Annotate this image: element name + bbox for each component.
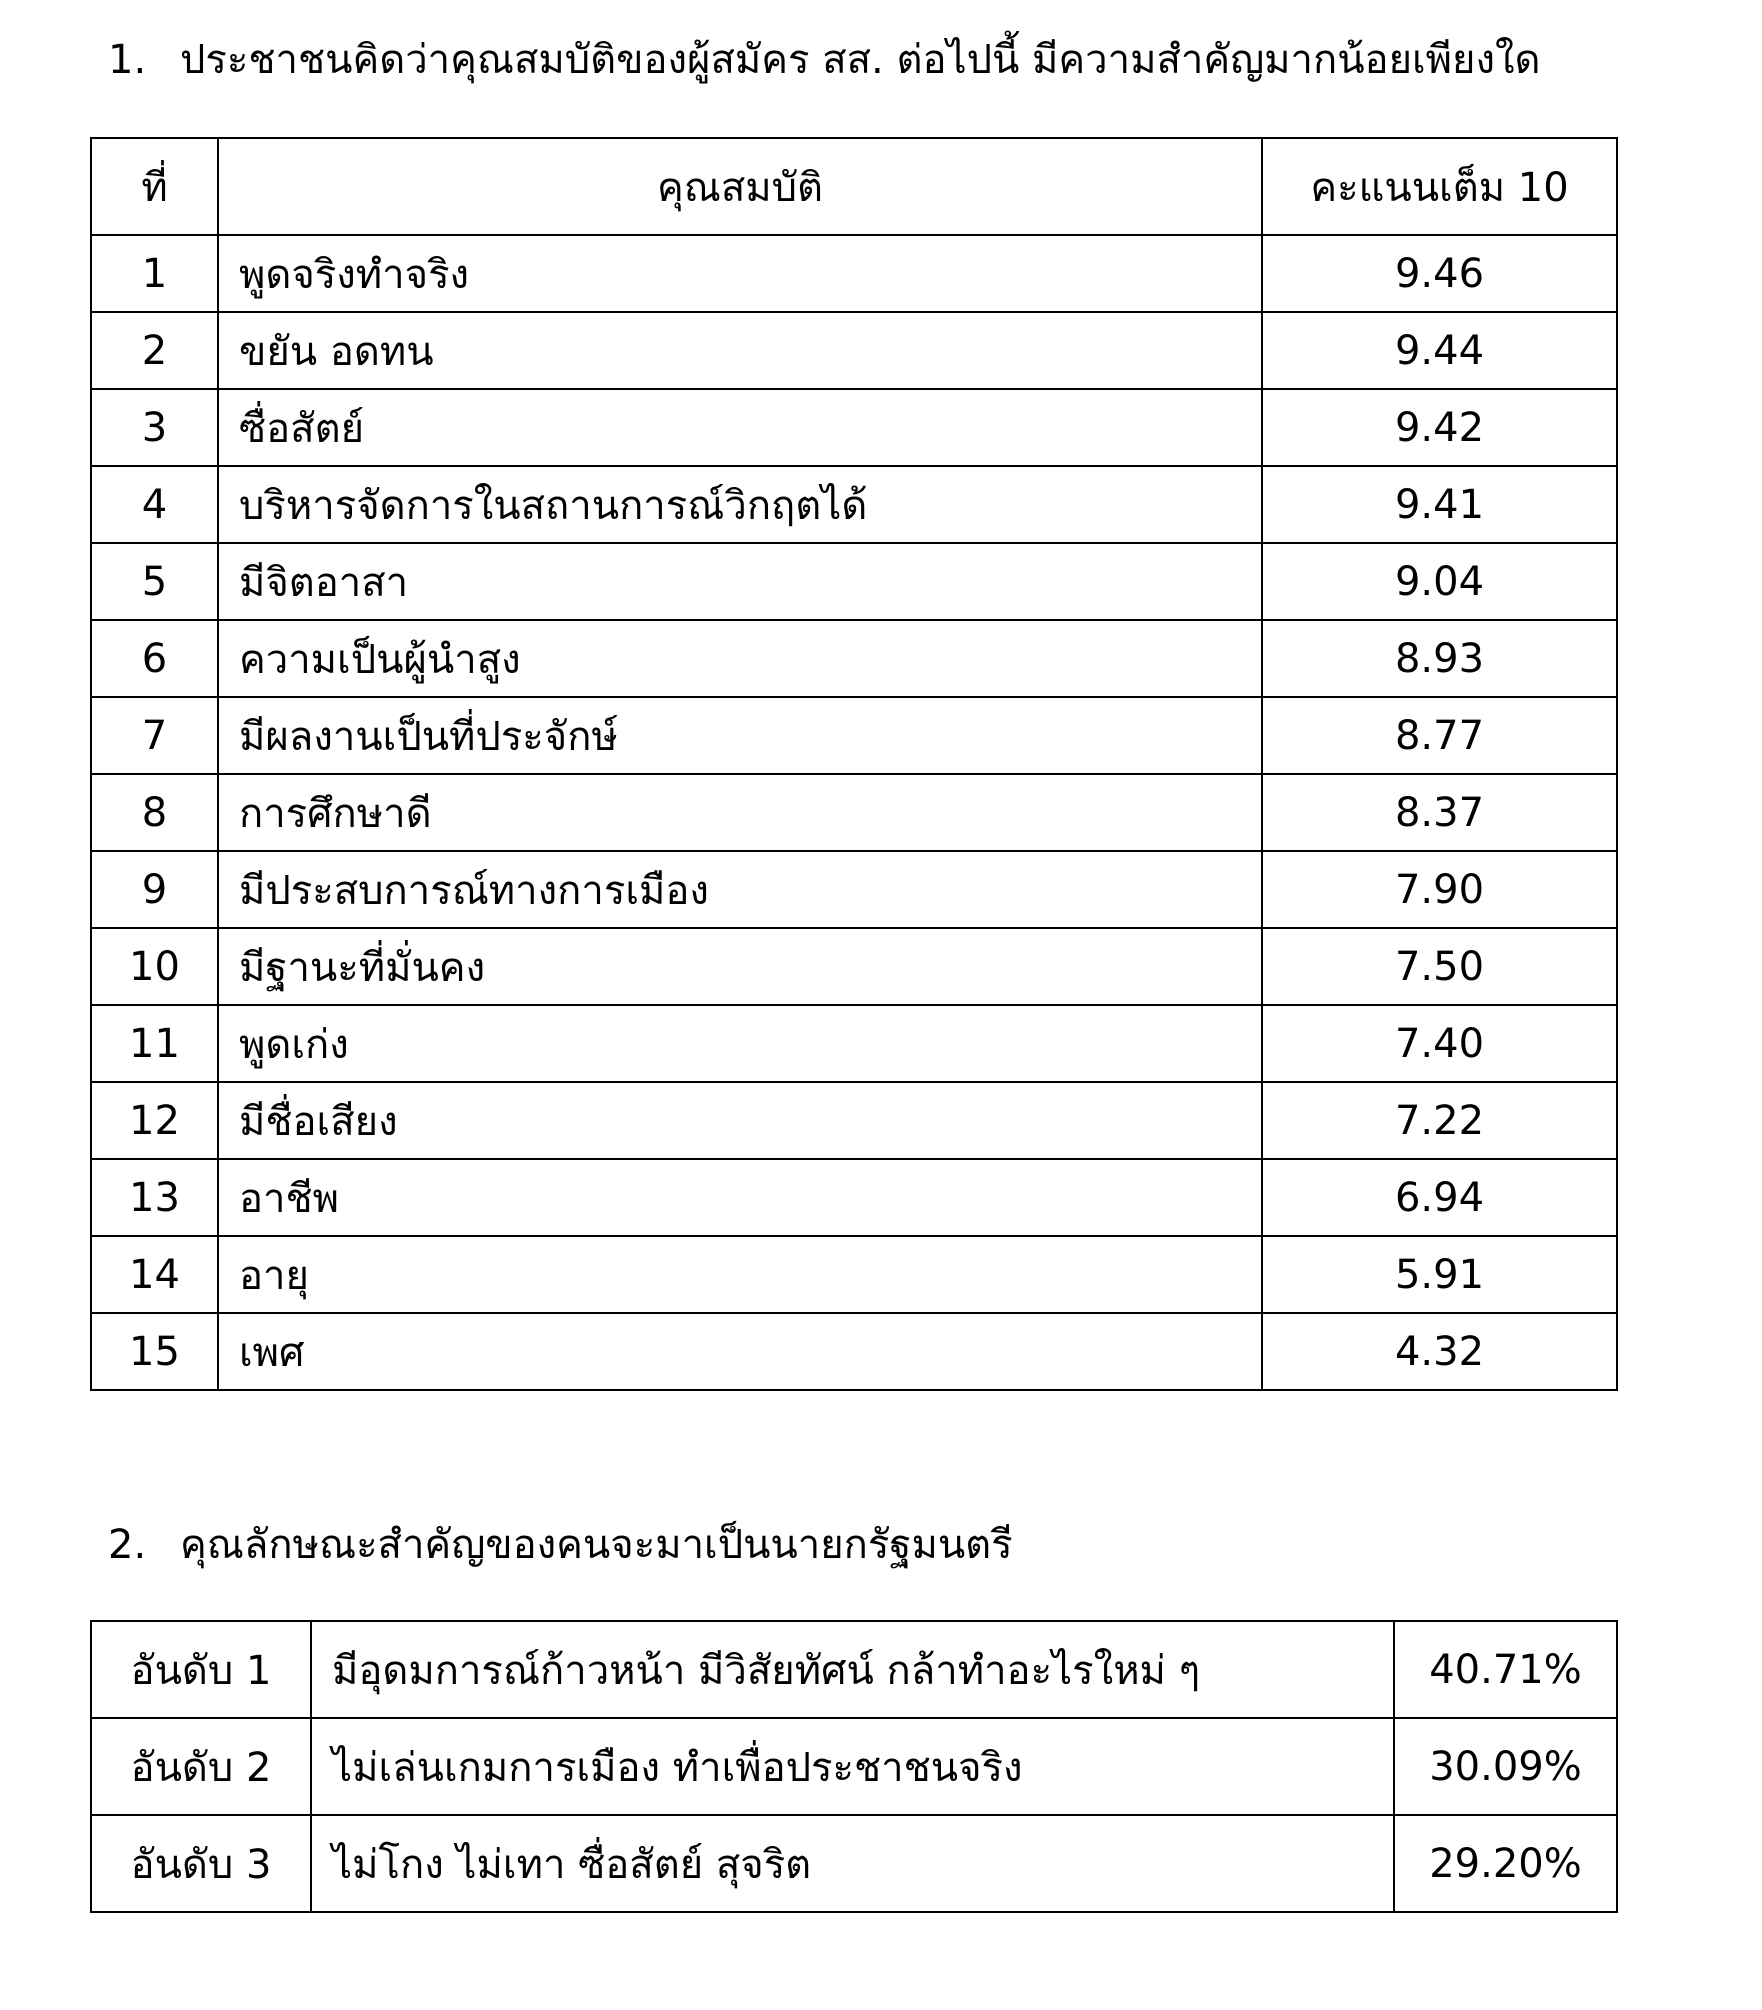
table-row	[91, 774, 1617, 851]
quality-score: 6.94	[1262, 1159, 1617, 1236]
trait-percent: 29.20%	[1394, 1815, 1617, 1912]
table-row	[91, 466, 1617, 543]
quality-score: 7.50	[1262, 928, 1617, 1005]
trait-percent: 40.71%	[1394, 1621, 1617, 1718]
table-row	[91, 620, 1617, 697]
table-row	[91, 1236, 1617, 1313]
quality-name: พูดเก่ง	[218, 1005, 1262, 1082]
quality-name: มีจิตอาสา	[218, 543, 1262, 620]
quality-score: 9.41	[1262, 466, 1617, 543]
section-2-title: คุณลักษณะสำคัญของคนจะมาเป็นนายกรัฐมนตรี	[180, 1522, 1013, 1568]
section-2-number: 2.	[108, 1522, 147, 1568]
qualifications-table	[90, 137, 1618, 1391]
quality-score: 7.90	[1262, 851, 1617, 928]
quality-name: ซื่อสัตย์	[218, 389, 1262, 466]
quality-score: 5.91	[1262, 1236, 1617, 1313]
quality-score: 4.32	[1262, 1313, 1617, 1390]
header-no: ที่	[91, 138, 218, 235]
header-score: คะแนนเต็ม 10	[1262, 138, 1617, 235]
row-number: 6	[91, 620, 218, 697]
section-1-title: ประชาชนคิดว่าคุณสมบัติของผู้สมัคร สส. ต่อไปนี้ มีความสำคัญมากน้อยเพียงใด	[180, 37, 1541, 83]
quality-score: 8.37	[1262, 774, 1617, 851]
qualifications-body	[91, 235, 1617, 1390]
quality-score: 9.46	[1262, 235, 1617, 312]
row-number: 9	[91, 851, 218, 928]
table-row	[91, 1815, 1617, 1912]
qualifications-header-row	[91, 138, 1617, 235]
quality-score: 8.77	[1262, 697, 1617, 774]
quality-score: 9.44	[1262, 312, 1617, 389]
table-row	[91, 1005, 1617, 1082]
quality-score: 9.42	[1262, 389, 1617, 466]
row-number: 3	[91, 389, 218, 466]
row-number: 14	[91, 1236, 218, 1313]
table-row	[91, 1313, 1617, 1390]
quality-score: 9.04	[1262, 543, 1617, 620]
row-number: 10	[91, 928, 218, 1005]
quality-name: อาชีพ	[218, 1159, 1262, 1236]
quality-name: ความเป็นผู้นำสูง	[218, 620, 1262, 697]
trait-percent: 30.09%	[1394, 1718, 1617, 1815]
row-number: 12	[91, 1082, 218, 1159]
section-1-number: 1.	[108, 37, 147, 83]
quality-score: 8.93	[1262, 620, 1617, 697]
rank-label: อันดับ 3	[91, 1815, 311, 1912]
row-number: 13	[91, 1159, 218, 1236]
quality-name: มีผลงานเป็นที่ประจักษ์	[218, 697, 1262, 774]
table-row	[91, 543, 1617, 620]
quality-name: เพศ	[218, 1313, 1262, 1390]
section-2-heading	[108, 1522, 1013, 1568]
trait-description: มีอุดมการณ์ก้าวหน้า มีวิสัยทัศน์ กล้าทำอะไรใหม่ ๆ	[311, 1621, 1394, 1718]
row-number: 1	[91, 235, 218, 312]
rank-label: อันดับ 2	[91, 1718, 311, 1815]
table-row	[91, 312, 1617, 389]
pm-traits-table	[90, 1620, 1618, 1913]
header-quality: คุณสมบัติ	[218, 138, 1262, 235]
table-row	[91, 235, 1617, 312]
table-row	[91, 697, 1617, 774]
row-number: 11	[91, 1005, 218, 1082]
row-number: 7	[91, 697, 218, 774]
row-number: 15	[91, 1313, 218, 1390]
table-row	[91, 1621, 1617, 1718]
row-number: 8	[91, 774, 218, 851]
quality-name: อายุ	[218, 1236, 1262, 1313]
table-row	[91, 1718, 1617, 1815]
rank-label: อันดับ 1	[91, 1621, 311, 1718]
table-row	[91, 1159, 1617, 1236]
table-row	[91, 851, 1617, 928]
quality-name: การศึกษาดี	[218, 774, 1262, 851]
quality-name: บริหารจัดการในสถานการณ์วิกฤตได้	[218, 466, 1262, 543]
quality-name: พูดจริงทำจริง	[218, 235, 1262, 312]
quality-name: มีชื่อเสียง	[218, 1082, 1262, 1159]
row-number: 4	[91, 466, 218, 543]
row-number: 2	[91, 312, 218, 389]
quality-score: 7.40	[1262, 1005, 1617, 1082]
quality-name: ขยัน อดทน	[218, 312, 1262, 389]
table-row	[91, 928, 1617, 1005]
table-row	[91, 1082, 1617, 1159]
trait-description: ไม่เล่นเกมการเมือง ทำเพื่อประชาชนจริง	[311, 1718, 1394, 1815]
trait-description: ไม่โกง ไม่เทา ซื่อสัตย์ สุจริต	[311, 1815, 1394, 1912]
section-1-heading	[108, 37, 1541, 83]
pm-traits-body	[91, 1621, 1617, 1912]
quality-score: 7.22	[1262, 1082, 1617, 1159]
table-row	[91, 389, 1617, 466]
quality-name: มีฐานะที่มั่นคง	[218, 928, 1262, 1005]
quality-name: มีประสบการณ์ทางการเมือง	[218, 851, 1262, 928]
row-number: 5	[91, 543, 218, 620]
